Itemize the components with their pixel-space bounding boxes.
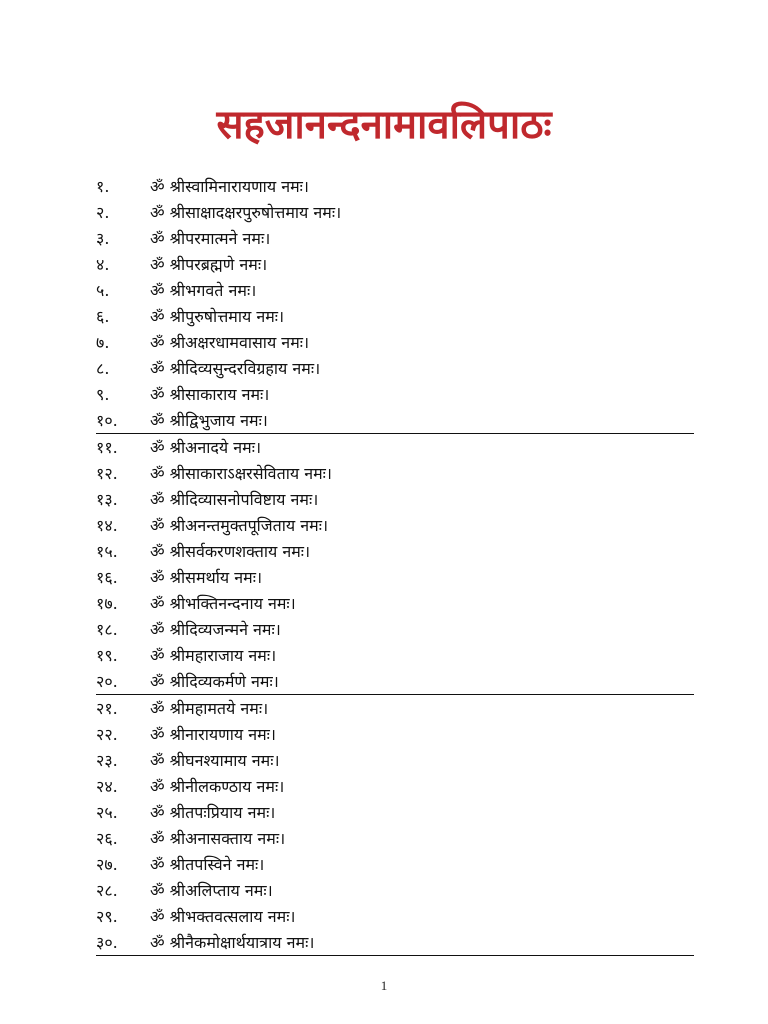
item-number: ५. [96, 281, 110, 300]
list-item [96, 199, 694, 225]
item-number: १३. [96, 490, 118, 509]
list-item [96, 173, 694, 199]
item-number: २७. [96, 855, 118, 874]
list-item [96, 773, 694, 799]
list-item [96, 538, 694, 564]
item-number: ११. [96, 438, 118, 457]
item-text: ॐ श्रीसाकाराऽक्षरसेविताय नमः। [150, 464, 332, 483]
item-number: १६. [96, 568, 118, 587]
item-number: २५. [96, 803, 118, 822]
item-number: २८. [96, 881, 118, 900]
item-number: ४. [96, 255, 110, 274]
item-number: २६. [96, 829, 118, 848]
item-text: ॐ श्रीनीलकण्ठाय नमः। [150, 777, 285, 796]
item-text: ॐ श्रीदिव्यकर्मणे नमः। [150, 672, 279, 691]
list-item [96, 903, 694, 929]
list-item [96, 929, 694, 955]
page-number: 1 [380, 978, 388, 993]
list-item [96, 407, 694, 433]
item-number: २०. [96, 672, 118, 691]
list-item [96, 225, 694, 251]
item-number: १७. [96, 594, 118, 613]
list-item [96, 434, 694, 460]
item-number: ६. [96, 307, 110, 326]
item-text: ॐ श्रीनारायणाय नमः। [150, 725, 276, 744]
item-number: ७. [96, 333, 110, 352]
item-number: ३०. [96, 933, 118, 952]
list-item [96, 303, 694, 329]
item-text: ॐ श्रीभगवते नमः। [150, 281, 257, 300]
item-text: ॐ श्रीअनासक्ताय नमः। [150, 829, 286, 848]
item-number: २४. [96, 777, 118, 796]
item-number: १४. [96, 516, 118, 535]
item-text: ॐ श्रीतपःप्रियाय नमः। [150, 803, 276, 822]
item-number: १८. [96, 620, 118, 639]
item-text: ॐ श्रीतपस्विने नमः। [150, 855, 265, 874]
item-number: १. [96, 177, 110, 196]
item-number: २३. [96, 751, 118, 770]
item-number: २१. [96, 699, 118, 718]
item-number: ३. [96, 229, 110, 248]
item-text: ॐ श्रीसमर्थाय नमः। [150, 568, 263, 587]
item-text: ॐ श्रीअलिप्ताय नमः। [150, 881, 273, 900]
item-text: ॐ श्रीसाक्षादक्षरपुरुषोत्तमाय नमः। [150, 203, 342, 222]
item-text: ॐ श्रीस्वामिनारायणाय नमः। [150, 177, 309, 196]
list-item [96, 329, 694, 355]
item-text: ॐ श्रीअनादये नमः। [150, 438, 262, 457]
list-item [96, 277, 694, 303]
item-number: २२. [96, 725, 118, 744]
item-text: ॐ श्रीदिव्यसुन्दरविग्रहाय नमः। [150, 359, 321, 378]
list-item [96, 564, 694, 590]
item-text: ॐ श्रीअक्षरधामवासाय नमः। [150, 333, 310, 352]
list-item [96, 616, 694, 642]
item-text: ॐ श्रीदिव्यजन्मने नमः। [150, 620, 281, 639]
page-title: सहजानन्दनामावलिपाठः [216, 101, 552, 148]
item-text: ॐ श्रीसर्वकरणशक्ताय नमः। [150, 542, 311, 561]
list-item [96, 460, 694, 486]
item-number: ९. [96, 385, 110, 404]
item-text: ॐ श्रीभक्तिनन्दनाय नमः। [150, 594, 296, 613]
item-text: ॐ श्रीद्विभुजाय नमः। [150, 411, 268, 430]
item-text: ॐ श्रीपरब्रह्मणे नमः। [150, 255, 268, 274]
item-number: ८. [96, 359, 110, 378]
list-item [96, 642, 694, 668]
list-item [96, 668, 694, 694]
item-text: ॐ श्रीभक्तवत्सलाय नमः। [150, 907, 296, 926]
list-item [96, 747, 694, 773]
item-text: ॐ श्रीघनश्यामाय नमः। [150, 751, 280, 770]
item-text: ॐ श्रीमहामतये नमः। [150, 699, 269, 718]
list-item [96, 721, 694, 747]
item-text: ॐ श्रीसाकाराय नमः। [150, 385, 270, 404]
list-item [96, 799, 694, 825]
list-group [96, 434, 694, 695]
list-item [96, 877, 694, 903]
list-item [96, 590, 694, 616]
item-text: ॐ श्रीदिव्यासनोपविष्टाय नमः। [150, 490, 319, 509]
item-number: १२. [96, 464, 118, 483]
item-number: १९. [96, 646, 118, 665]
item-text: ॐ श्रीपुरुषोत्तमाय नमः। [150, 307, 285, 326]
item-text: ॐ श्रीमहाराजाय नमः। [150, 646, 277, 665]
list-item [96, 251, 694, 277]
list-item [96, 851, 694, 877]
list-item [96, 695, 694, 721]
list-group [96, 695, 694, 956]
list-item [96, 512, 694, 538]
list-item [96, 381, 694, 407]
item-text: ॐ श्रीअनन्तमुक्तपूजिताय नमः। [150, 516, 329, 535]
list-item [96, 486, 694, 512]
name-list [96, 173, 694, 956]
item-number: २. [96, 203, 110, 222]
list-group [96, 173, 694, 434]
item-text: ॐ श्रीपरमात्मने नमः। [150, 229, 271, 248]
item-text: ॐ श्रीनैकमोक्षार्थयात्राय नमः। [150, 933, 315, 952]
item-number: १५. [96, 542, 118, 561]
item-number: १०. [96, 411, 118, 430]
list-item [96, 825, 694, 851]
list-item [96, 355, 694, 381]
item-number: २९. [96, 907, 118, 926]
